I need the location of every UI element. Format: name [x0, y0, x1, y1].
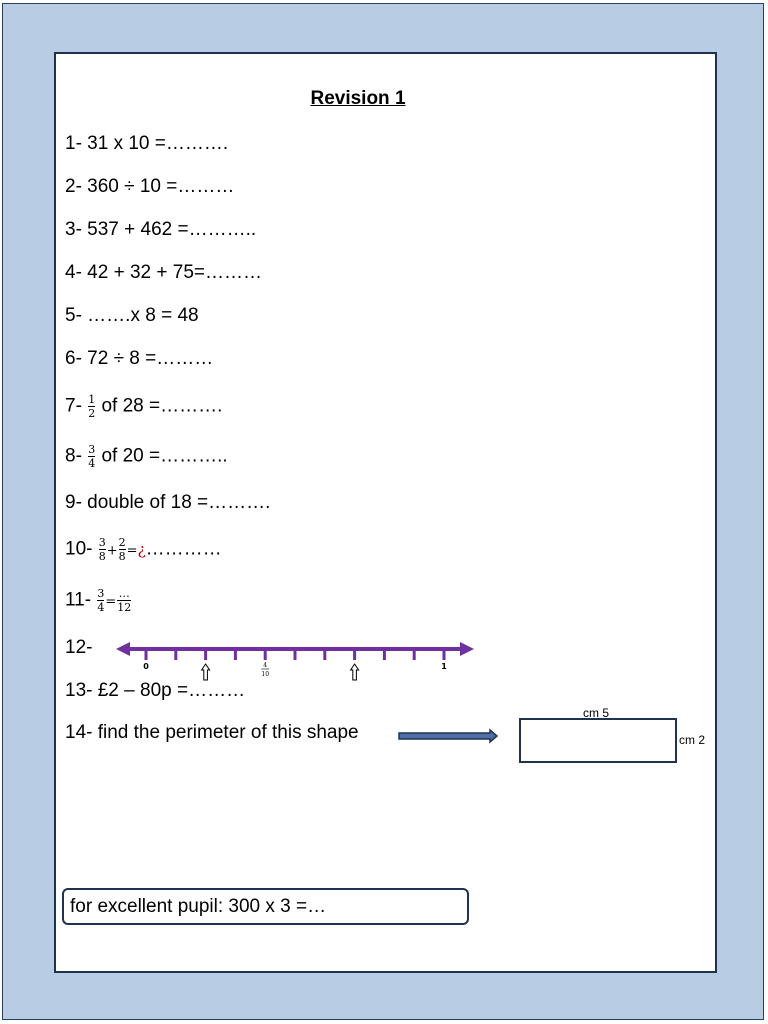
question-2: 2- 360 ÷ 10 =………: [65, 176, 235, 197]
question-10-suffix: …………: [145, 538, 222, 560]
question-4: 4- 42 + 32 + 75=………: [65, 262, 262, 283]
fraction-numerator: 3: [97, 587, 105, 600]
rectangle-width-label: cm 2: [679, 733, 706, 747]
fraction-denominator: 4: [88, 457, 96, 470]
fraction-denominator: 8: [118, 550, 126, 563]
equals-sign: =: [105, 594, 117, 610]
question-1: 1- 31 x 10 =……….: [65, 133, 229, 154]
rectangle-shape: [519, 718, 677, 763]
tick-label-end: 1: [441, 662, 447, 671]
unknown-mark: ¿: [137, 540, 146, 559]
fraction-numerator: …: [118, 587, 130, 600]
fraction-denominator: 2: [88, 407, 96, 420]
tick-label-fraction-denominator: 10: [261, 671, 270, 678]
question-6: 6- 72 ÷ 8 =………: [65, 348, 214, 369]
tick-label-fraction-numerator: 4: [263, 662, 268, 669]
tick-label-start: 0: [143, 662, 149, 671]
fraction-numerator: 3: [98, 536, 106, 549]
question-14: 14- find the perimeter of this shape: [65, 722, 359, 743]
fraction-denominator: 12: [117, 601, 132, 614]
fraction-numerator: 2: [118, 536, 126, 549]
up-arrow-icon: [202, 664, 210, 680]
question-5: 5- …….x 8 = 48: [65, 305, 199, 326]
up-arrow-icon: [351, 664, 359, 680]
question-7-suffix: of 28 =……….: [96, 395, 223, 417]
excellent-pupil-box: for excellent pupil: 300 x 3 =…: [62, 888, 469, 925]
question-12: 12-: [65, 637, 93, 658]
question-8-prefix: 8-: [65, 445, 88, 467]
fraction-denominator: 4: [97, 601, 105, 614]
question-13: 13- £2 – 80p =………: [65, 680, 246, 701]
question-10-prefix: 10-: [65, 538, 98, 560]
question-8-suffix: of 20 =………..: [96, 445, 228, 467]
equals-sign: =: [126, 543, 138, 559]
question-3: 3- 537 + 462 =………..: [65, 219, 257, 240]
question-9: 9- double of 18 =……….: [65, 492, 271, 513]
fraction-numerator: 1: [88, 393, 96, 406]
question-11-prefix: 11-: [65, 589, 97, 611]
fraction-denominator: 8: [98, 550, 106, 563]
question-7-prefix: 7-: [65, 395, 88, 417]
right-arrowhead-icon: [460, 642, 474, 656]
left-arrowhead-icon: [116, 642, 130, 656]
page-title: Revision 1: [310, 88, 406, 109]
rectangle-length-label: cm 5: [583, 706, 610, 720]
fraction-numerator: 3: [88, 443, 96, 456]
block-arrow-icon: [398, 729, 498, 743]
plus-sign: +: [106, 543, 118, 559]
